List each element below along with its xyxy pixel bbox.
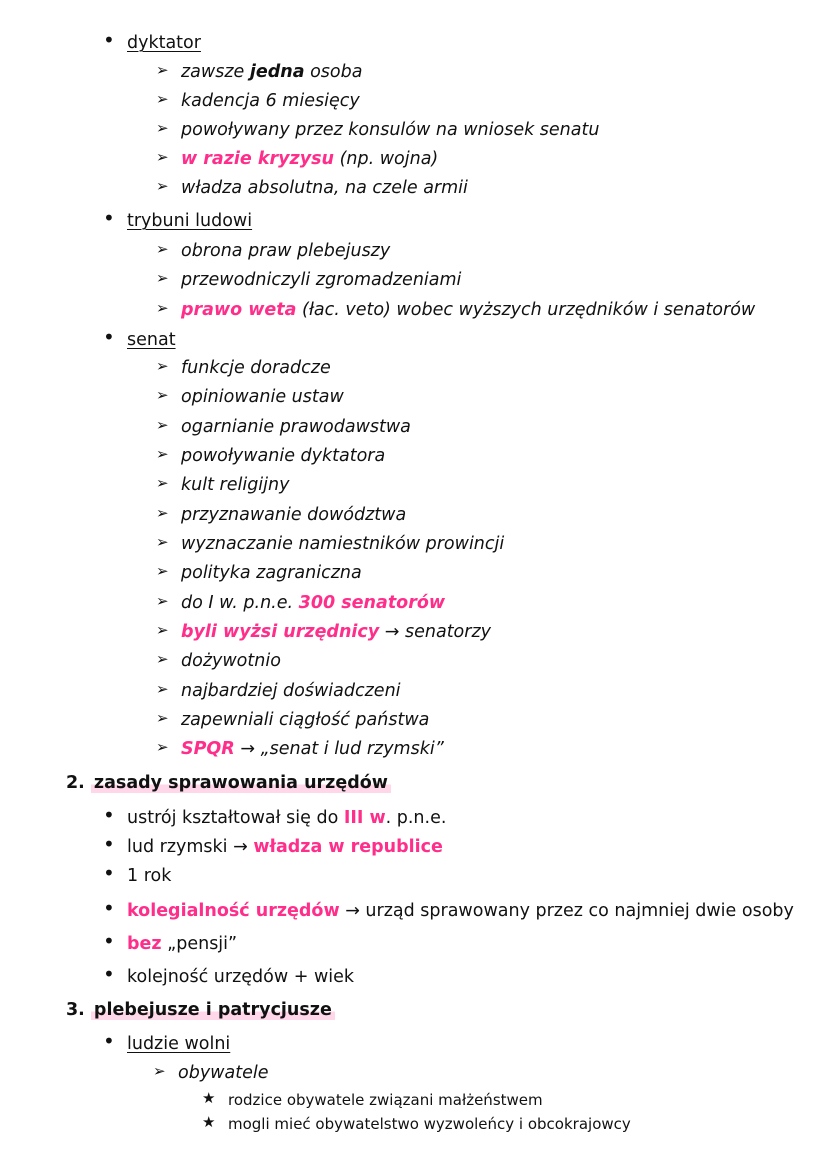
arrow-bullet-icon: ➢ xyxy=(156,504,169,522)
arrow-bullet-icon: ➢ xyxy=(156,90,169,108)
list-item: powoływany przez konsulów na wniosek senatu xyxy=(181,120,600,140)
bullet-dot: • xyxy=(103,832,115,856)
senat-heading: senat xyxy=(127,330,176,350)
list-item: opiniowanie ustaw xyxy=(181,387,344,407)
bullet-dot: • xyxy=(103,803,115,827)
arrow-bullet-icon: ➢ xyxy=(153,1062,166,1080)
list-item: ustrój kształtował się do III w. p.n.e. xyxy=(127,808,447,828)
list-item: kolegialność urzędów → urząd sprawowany przez co najmniej dwie osoby xyxy=(127,901,794,921)
list-item: przewodniczyli zgromadzeniami xyxy=(181,270,462,290)
arrow-bullet-icon: ➢ xyxy=(156,148,169,166)
bullet-dot: • xyxy=(103,206,115,230)
arrow-bullet-icon: ➢ xyxy=(156,445,169,463)
arrow-bullet-icon: ➢ xyxy=(156,621,169,639)
bullet-dot: • xyxy=(103,325,115,349)
list-item: kadencja 6 miesięcy xyxy=(181,91,360,111)
list-item: ogarnianie prawodawstwa xyxy=(181,417,411,437)
arrow-bullet-icon: ➢ xyxy=(156,533,169,551)
list-item: kolejność urzędów + wiek xyxy=(127,967,355,987)
arrow-bullet-icon: ➢ xyxy=(156,680,169,698)
list-item: SPQR → „senat i lud rzymski” xyxy=(181,739,444,759)
arrow-bullet-icon: ➢ xyxy=(156,562,169,580)
bullet-dot: • xyxy=(103,962,115,986)
bullet-dot: • xyxy=(103,1029,115,1053)
list-item: dożywotnio xyxy=(181,651,281,671)
arrow-bullet-icon: ➢ xyxy=(156,650,169,668)
arrow-bullet-icon: ➢ xyxy=(156,177,169,195)
arrow-bullet-icon: ➢ xyxy=(156,738,169,756)
list-item: 1 rok xyxy=(127,866,172,886)
arrow-bullet-icon: ➢ xyxy=(156,61,169,79)
list-item: zawsze jedna osoba xyxy=(181,62,363,82)
arrow-bullet-icon: ➢ xyxy=(156,119,169,137)
list-item: rodzice obywatele związani małżeństwem xyxy=(228,1091,543,1109)
arrow-bullet-icon: ➢ xyxy=(156,240,169,258)
arrow-bullet-icon: ➢ xyxy=(156,474,169,492)
list-item: bez „pensji” xyxy=(127,934,238,954)
star-bullet-icon: ★ xyxy=(202,1113,216,1131)
arrow-bullet-icon: ➢ xyxy=(156,357,169,375)
list-item: wyznaczanie namiestników prowincji xyxy=(181,534,505,554)
dyktator-heading: dyktator xyxy=(127,33,201,53)
arrow-bullet-icon: ➢ xyxy=(156,416,169,434)
list-item: przyznawanie dowództwa xyxy=(181,505,407,525)
list-item: byli wyżsi urzędnicy → senatorzy xyxy=(181,622,491,642)
list-item: do I w. p.n.e. 300 senatorów xyxy=(181,593,446,613)
list-item: prawo weta (łac. veto) wobec wyższych urzędników i senatorów xyxy=(181,300,756,320)
bullet-dot: • xyxy=(103,28,115,52)
list-item: najbardziej doświadczeni xyxy=(181,681,401,701)
bullet-dot: • xyxy=(103,896,115,920)
star-bullet-icon: ★ xyxy=(202,1089,216,1107)
list-item: kult religijny xyxy=(181,475,290,495)
bullet-dot: • xyxy=(103,861,115,885)
list-item: funkcje doradcze xyxy=(181,358,331,378)
arrow-bullet-icon: ➢ xyxy=(156,269,169,287)
bullet-dot: • xyxy=(103,929,115,953)
arrow-bullet-icon: ➢ xyxy=(156,386,169,404)
list-item: mogli mieć obywatelstwo wyzwoleńcy i obcokrajowcy xyxy=(228,1115,631,1133)
arrow-bullet-icon: ➢ xyxy=(156,592,169,610)
list-item: polityka zagraniczna xyxy=(181,563,362,583)
list-item: powoływanie dyktatora xyxy=(181,446,386,466)
list-item: obywatele xyxy=(178,1063,269,1083)
arrow-bullet-icon: ➢ xyxy=(156,299,169,317)
arrow-bullet-icon: ➢ xyxy=(156,709,169,727)
list-item: obrona praw plebejuszy xyxy=(181,241,391,261)
trybuni-heading: trybuni ludowi xyxy=(127,211,253,231)
section-2-heading: 2. zasady sprawowania urzędów xyxy=(66,770,391,796)
list-item: lud rzymski → władza w republice xyxy=(127,837,443,857)
list-item: w razie kryzysu (np. wojna) xyxy=(181,149,439,169)
list-item: zapewniali ciągłość państwa xyxy=(181,710,430,730)
list-item: władza absolutna, na czele armii xyxy=(181,178,468,198)
section-3-heading: 3. plebejusze i patrycjusze xyxy=(66,997,335,1023)
ludzie-wolni-heading: ludzie wolni xyxy=(127,1034,231,1054)
